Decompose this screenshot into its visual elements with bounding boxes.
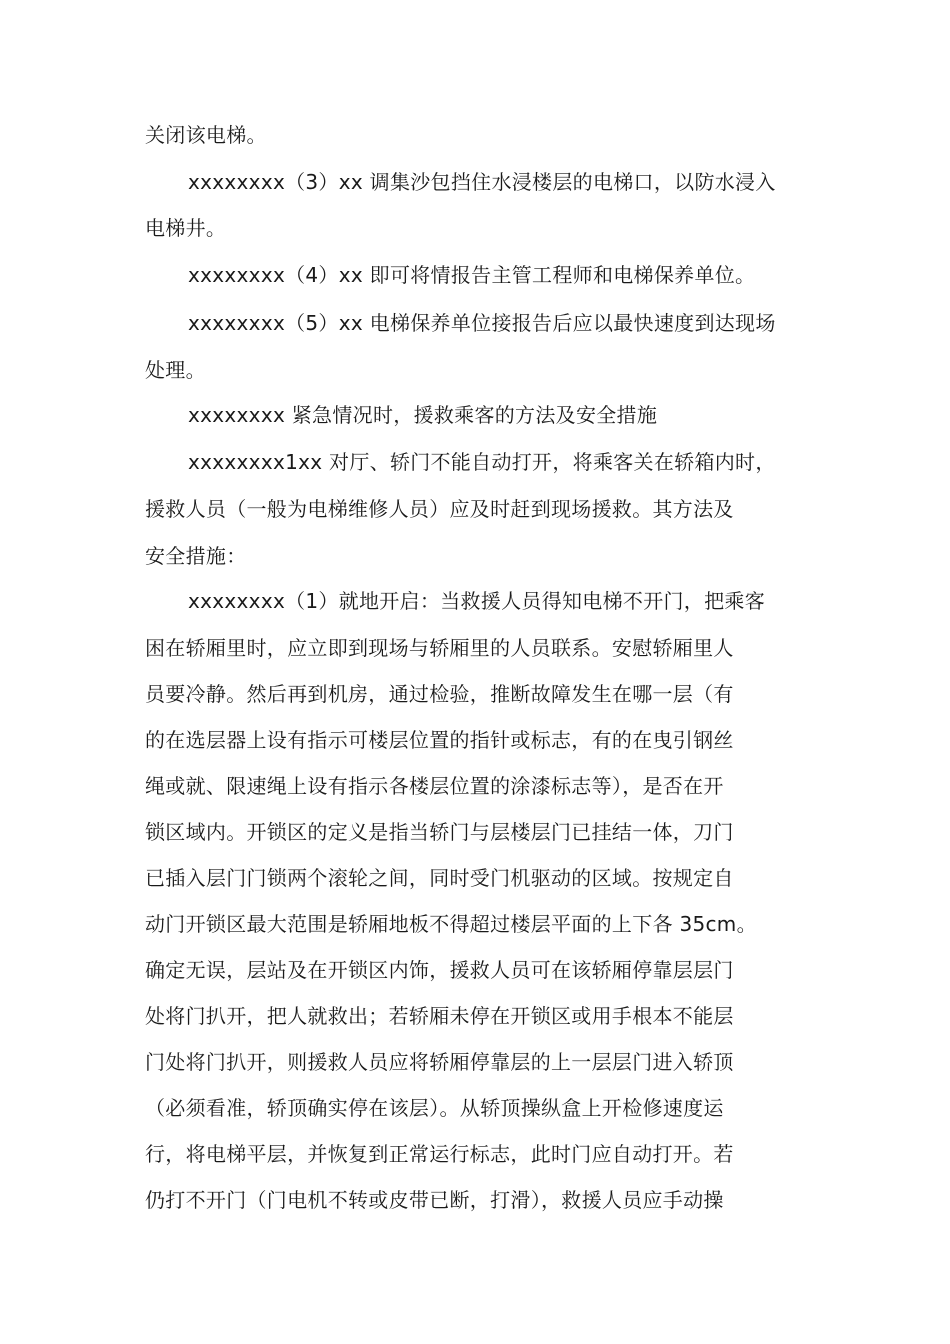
text-line: （必须看准，轿顶确实停在该层）。从轿顶操纵盒上开检修速度运 (145, 1096, 724, 1120)
text-line: 安全措施： (145, 544, 247, 568)
text-line: 处理。 (145, 358, 206, 382)
text-line: xxxxxxxx1xx 对厅、轿门不能自动打开，将乘客关在轿箱内时， (188, 450, 776, 474)
text-line: 困在轿厢里时，应立即到现场与轿厢里的人员联系。安慰轿厢里人 (145, 636, 734, 660)
text-line: 关闭该电梯。 (145, 123, 267, 147)
text-line: xxxxxxxx（4）xx 即可将情报告主管工程师和电梯保养单位。 (188, 263, 756, 287)
text-line: xxxxxxxx（5）xx 电梯保养单位接报告后应以最快速度到达现场 (188, 311, 776, 335)
text-line: 确定无误，层站及在开锁区内饰，援救人员可在该轿厢停靠层层门 (145, 958, 734, 982)
text-line: 行，将电梯平层，并恢复到正常运行标志，此时门应自动打开。若 (145, 1142, 734, 1166)
text-line: xxxxxxxx（3）xx 调集沙包挡住水浸楼层的电梯口，以防水浸入 (188, 170, 776, 194)
text-line: 的在选层器上设有指示可楼层位置的指针或标志，有的在曳引钢丝 (145, 728, 734, 752)
text-line: 动门开锁区最大范围是轿厢地板不得超过楼层平面的上下各 35cm。 (145, 912, 757, 936)
text-line: xxxxxxxx 紧急情况时，援救乘客的方法及安全措施 (188, 403, 658, 427)
text-line: 援救人员（一般为电梯维修人员）应及时赶到现场援救。其方法及 (145, 497, 734, 521)
text-line: 仍打不开门（门电机不转或皮带已断，打滑），救援人员应手动操 (145, 1188, 724, 1212)
text-line: 绳或就、限速绳上设有指示各楼层位置的涂漆标志等），是否在开 (145, 774, 724, 798)
text-line: 电梯井。 (145, 216, 227, 240)
text-line: 门处将门扒开，则援救人员应将轿厢停靠层的上一层层门进入轿顶 (145, 1050, 734, 1074)
text-line: 已插入层门门锁两个滚轮之间，同时受门机驱动的区域。按规定自 (145, 866, 734, 890)
text-line: 处将门扒开，把人就救出；若轿厢未停在开锁区或用手根本不能层 (145, 1004, 734, 1028)
text-line: xxxxxxxx（1）就地开启：当救援人员得知电梯不开门，把乘客 (188, 589, 766, 613)
text-line: 员要冷静。然后再到机房，通过检验，推断故障发生在哪一层（有 (145, 682, 734, 706)
text-line: 锁区域内。开锁区的定义是指当轿门与层楼层门已挂结一体，刀门 (145, 820, 734, 844)
